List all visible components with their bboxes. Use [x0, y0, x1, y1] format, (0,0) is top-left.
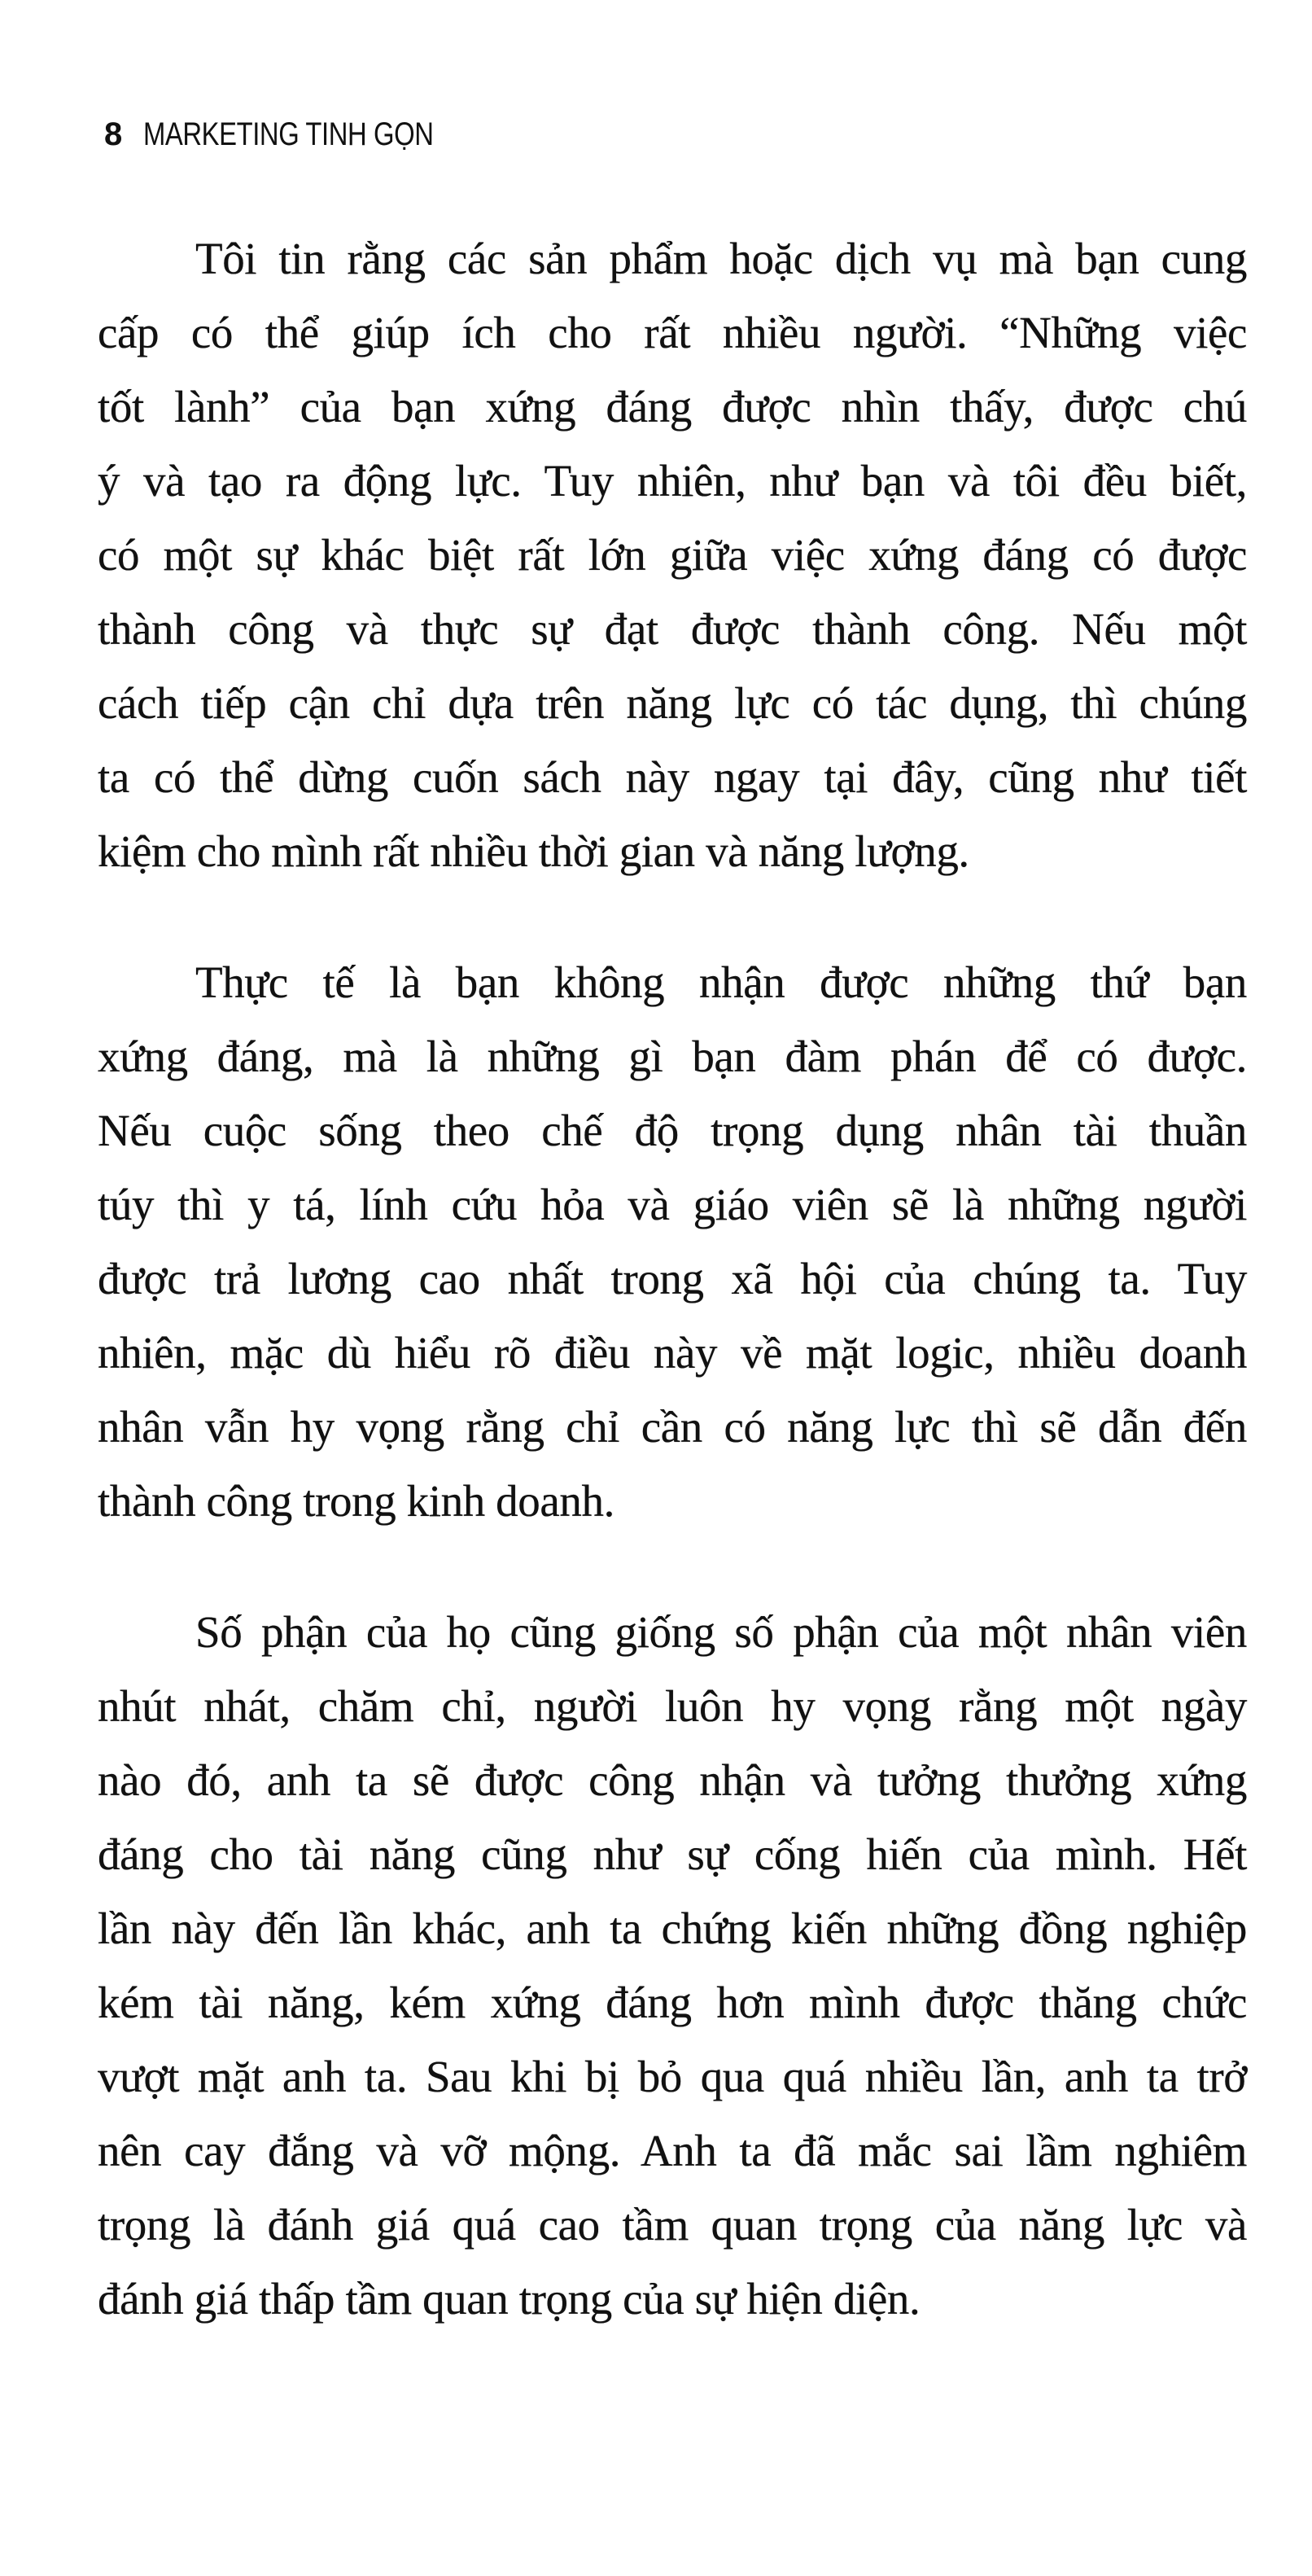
text-line: ý và tạo ra động lực. Tuy nhiên, như bạn và tôi đều biết,: [98, 456, 1247, 506]
text-line: túy thì y tá, lính cứu hỏa và giáo viên sẽ là những người: [98, 1180, 1247, 1229]
text-line: thành công trong kinh doanh.: [98, 1476, 614, 1526]
page-number: 8: [104, 116, 123, 152]
page-body: [98, 221, 1247, 2393]
text-line: đáng cho tài năng cũng như sự cống hiến của mình. Hết: [98, 1829, 1247, 1879]
text-line: xứng đáng, mà là những gì bạn đàm phán để có được.: [98, 1032, 1247, 1081]
text-line: trọng là đánh giá quá cao tầm quan trọng của năng lực và: [98, 2200, 1247, 2250]
text-line: được trả lương cao nhất trong xã hội của chúng ta. Tuy: [98, 1254, 1247, 1303]
text-line: nào đó, anh ta sẽ được công nhận và tưởng thưởng xứng: [98, 1755, 1247, 1805]
text-line: thành công và thực sự đạt được thành công. Nếu một: [98, 604, 1247, 654]
paragraph: [98, 945, 1247, 1538]
text-line: Nếu cuộc sống theo chế độ trọng dụng nhân tài thuần: [98, 1106, 1247, 1155]
text-line: vượt mặt anh ta. Sau khi bị bỏ qua quá nhiều lần, anh ta trở: [98, 2052, 1247, 2101]
page-header: [104, 114, 497, 155]
paragraph: [98, 221, 1247, 888]
text-line: cấp có thể giúp ích cho rất nhiều người. “Những việc: [98, 308, 1247, 357]
paragraph: [98, 1595, 1247, 2336]
text-line: nhút nhát, chăm chỉ, người luôn hy vọng rằng một ngày: [98, 1681, 1247, 1731]
text-line: nên cay đắng và vỡ mộng. Anh ta đã mắc sai lầm nghiêm: [98, 2126, 1247, 2175]
text-line: kiệm cho mình rất nhiều thời gian và năng lượng.: [98, 826, 969, 876]
text-line: ta có thể dừng cuốn sách này ngay tại đây, cũng như tiết: [98, 752, 1247, 802]
text-line: đánh giá thấp tầm quan trọng của sự hiện diện.: [98, 2274, 921, 2324]
running-title: MARKETING TINH GỌN: [143, 116, 434, 152]
text-line: lần này đến lần khác, anh ta chứng kiến những đồng nghiệp: [98, 1904, 1247, 1953]
text-line: Số phận của họ cũng giống số phận của một nhân viên: [195, 1607, 1247, 1657]
text-line: kém tài năng, kém xứng đáng hơn mình được thăng chức: [98, 1978, 1247, 2027]
text-line: tốt lành” của bạn xứng đáng được nhìn thấy, được chú: [98, 382, 1247, 432]
text-line: Thực tế là bạn không nhận được những thứ bạn: [195, 957, 1247, 1007]
text-line: nhân vẫn hy vọng rằng chỉ cần có năng lực thì sẽ dẫn đến: [98, 1402, 1247, 1452]
text-line: nhiên, mặc dù hiểu rõ điều này về mặt logic, nhiều doanh: [98, 1328, 1247, 1378]
text-line: cách tiếp cận chỉ dựa trên năng lực có tác dụng, thì chúng: [98, 678, 1247, 728]
text-line: Tôi tin rằng các sản phẩm hoặc dịch vụ mà bạn cung: [195, 234, 1247, 283]
text-line: có một sự khác biệt rất lớn giữa việc xứng đáng có được: [98, 530, 1247, 580]
